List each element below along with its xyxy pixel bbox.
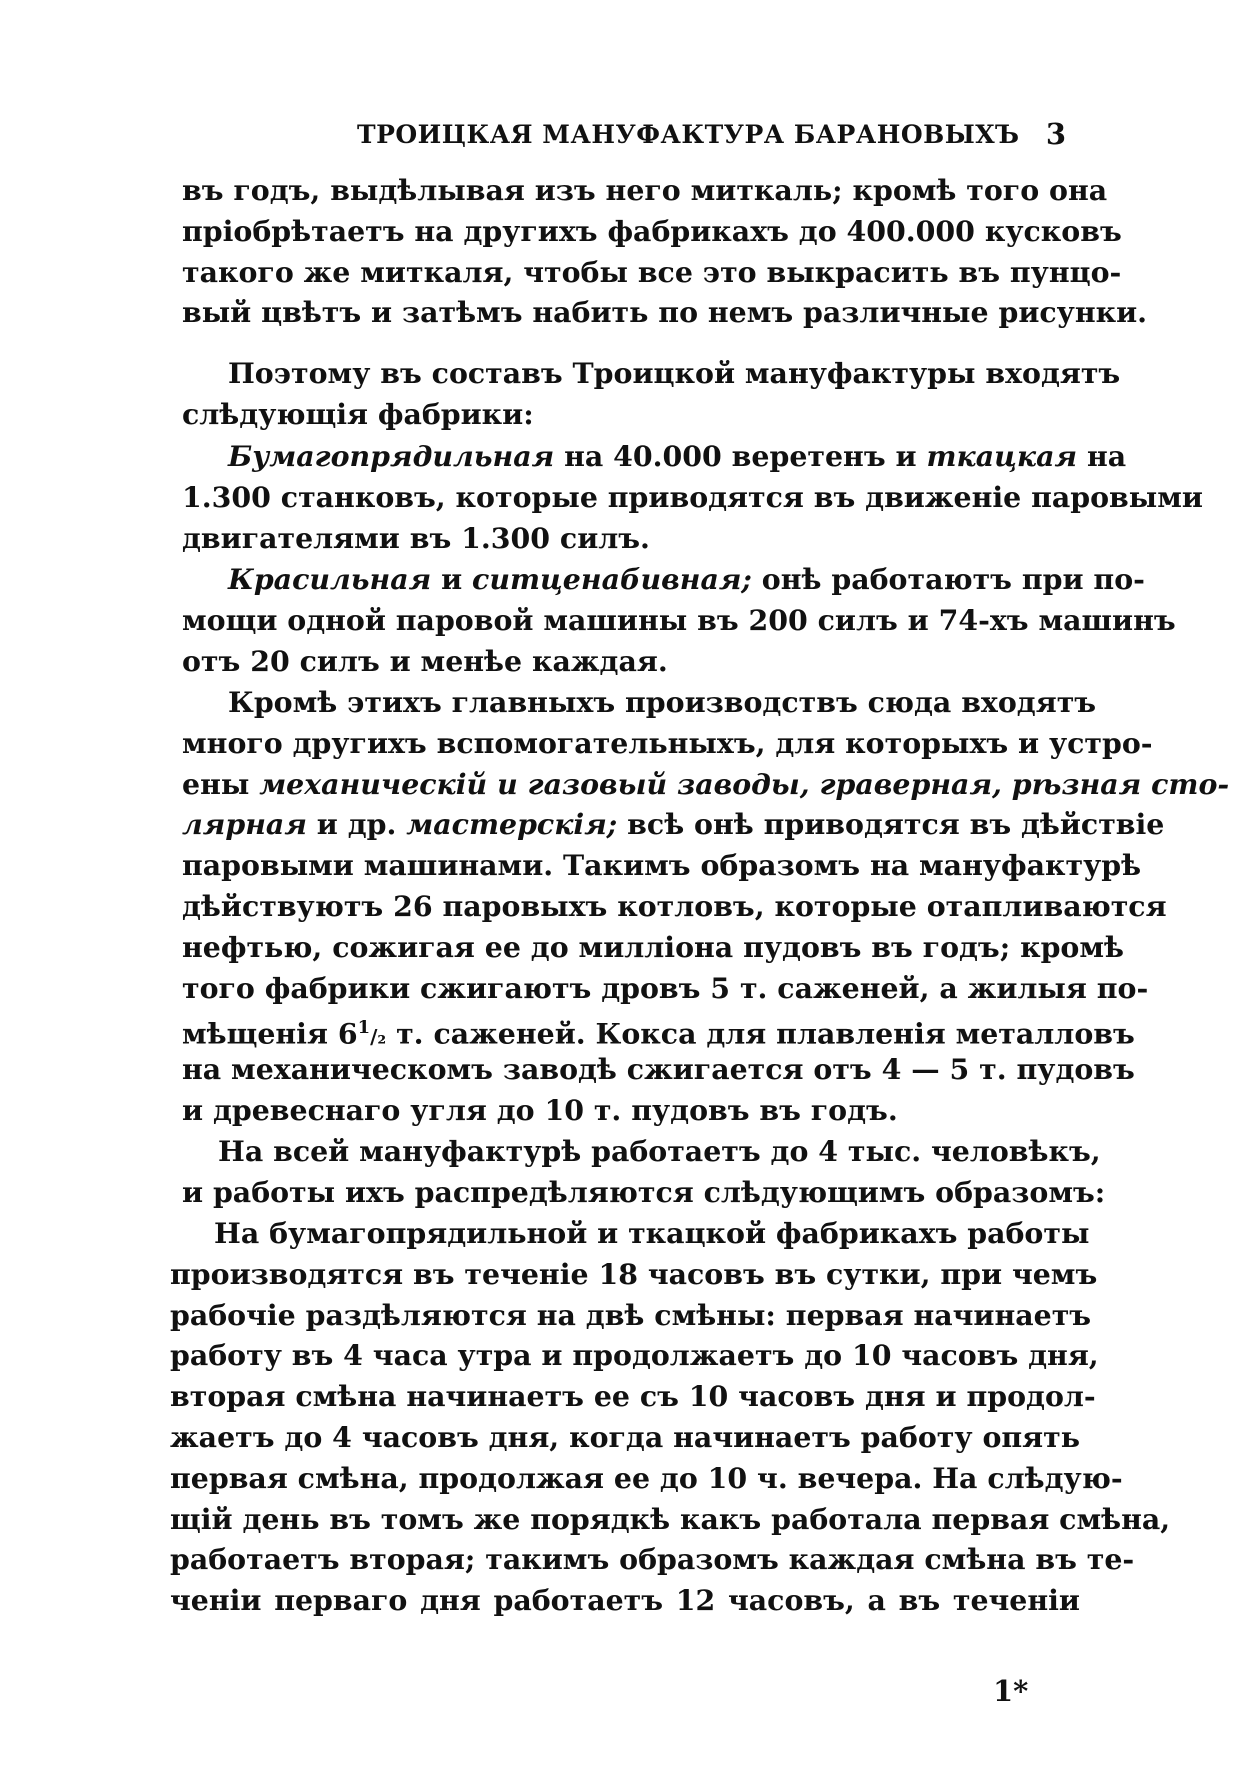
text-line: нефтью, сожигая ее до милліона пудовъ въ годъ; кромѣ [182,929,1124,964]
paragraph-4 [182,559,1176,681]
italic-term: Бумагопрядильная [228,439,555,473]
text-line: ченіи перваго дня работаетъ 12 часовъ, а въ теченіи [170,1583,1080,1618]
fraction-numerator: 1 [357,1017,371,1039]
text-run: на [1077,439,1127,473]
text-line: и работы ихъ распредѣляются слѣдующимъ образомъ: [182,1174,1106,1209]
text-line: того фабрики сжигаютъ дровъ 5 т. саженей, а жилыя по- [182,970,1149,1005]
text-line: и древеснаго угля до 10 т. пудовъ въ годъ. [182,1092,898,1127]
text-line [182,764,1230,805]
text-line [182,559,1145,600]
text-line: жаетъ до 4 часовъ дня, когда начинаетъ работу опять [170,1419,1080,1454]
text-run: ены [182,766,260,801]
text-run: на 40.000 веретенъ и [554,439,927,473]
paragraph-3 [182,436,1203,558]
text-line: вый цвѣтъ и затѣмъ набить по немъ различные рисунки. [182,295,1148,330]
text-line: работаетъ вторая; такимъ образомъ каждая смѣна въ те- [170,1542,1135,1577]
signature-mark: 1* [993,1674,1029,1708]
text-line: пріобрѣтаетъ на другихъ фабрикахъ до 400.000 кусковъ [182,213,1122,248]
fraction-denominator: /₂ [370,1024,387,1049]
text-run: т. саженей. Кокса для плавленія металловъ [386,1016,1135,1051]
text-line: такого же миткаля, чтобы все это выкрасить въ пунцо- [182,254,1122,289]
text-line: первая смѣна, продолжая ее до 10 ч. вечера. На слѣдую- [170,1460,1123,1495]
text-line: Кромѣ этихъ главныхъ производствъ сюда входятъ [228,685,1097,719]
paragraph-5 [182,682,1230,1131]
text-line: мощи одной паровой машины въ 200 силъ и 74-хъ машинъ [182,602,1176,637]
text-run: мѣщенія 6 [182,1016,358,1051]
running-title: ТРОИЦКАЯ МАНУФАКТУРА БАРАНОВЫХЪ [357,120,1020,149]
italic-term: Красильная [228,562,432,596]
page-number: 3 [1045,117,1066,151]
text-line: работу въ 4 часа утра и продолжаетъ до 10 часовъ дня, [170,1338,1099,1373]
text-line: паровыми машинами. Такимъ образомъ на мануфактурѣ [182,848,1142,883]
italic-term: мастерскія; [406,807,618,842]
text-line: вторая смѣна начинаетъ ее съ 10 часовъ дня и продол- [170,1379,1096,1414]
text-line: дѣйствуютъ 26 паровыхъ котловъ, которые отапливаются [182,888,1167,923]
text-line: въ годъ, выдѣлывая изъ него миткаль; кромѣ того она [182,173,1108,207]
paragraph-7 [170,1213,1171,1621]
text-run: всѣ онѣ приводятся въ дѣйствіе [617,807,1165,842]
italic-term: ситценабивная; [472,562,752,596]
text-run: и др. [306,807,407,842]
text-line: На всей мануфактурѣ работаетъ до 4 тыс. человѣкъ, [218,1134,1101,1168]
text-line: отъ 20 силъ и менѣе каждая. [182,643,668,678]
text-line: 1.300 станковъ, которые приводятся въ движеніе паровыми [182,479,1203,514]
italic-term: механическій и газовый заводы, граверная, рѣзная сто- [259,766,1230,801]
text-run: и [431,562,473,596]
italic-term: ткацкая [926,439,1078,473]
paragraph-2 [182,353,1121,435]
text-line: производятся въ теченіе 18 часовъ въ сутки, при чемъ [170,1256,1098,1291]
text-line: на механическомъ заводѣ сжигается отъ 4 — 5 т. пудовъ [182,1052,1135,1087]
text-line: щій день въ томъ же порядкѣ какъ работала первая смѣна, [170,1501,1171,1536]
text-line [182,1008,1135,1051]
text-line: На бумагопрядильной и ткацкой фабрикахъ работы [214,1216,1090,1250]
text-line: Поэтому въ составъ Троицкой мануфактуры входятъ [228,356,1121,390]
text-line: рабочіе раздѣляются на двѣ смѣны: первая начинаетъ [170,1297,1092,1332]
italic-term: лярная [182,807,307,842]
text-line: двигателями въ 1.300 силъ. [182,520,650,555]
text-line: много другихъ вспомогательныхъ, для которыхъ и устро- [182,725,1153,760]
text-run: онѣ работаютъ при по- [751,562,1145,596]
page-header [182,117,1078,160]
text-line: слѣдующія фабрики: [182,396,534,431]
paragraph-6 [182,1131,1106,1213]
text-line [182,804,1165,845]
text-line [182,436,1127,477]
paragraph-1 [182,170,1148,333]
